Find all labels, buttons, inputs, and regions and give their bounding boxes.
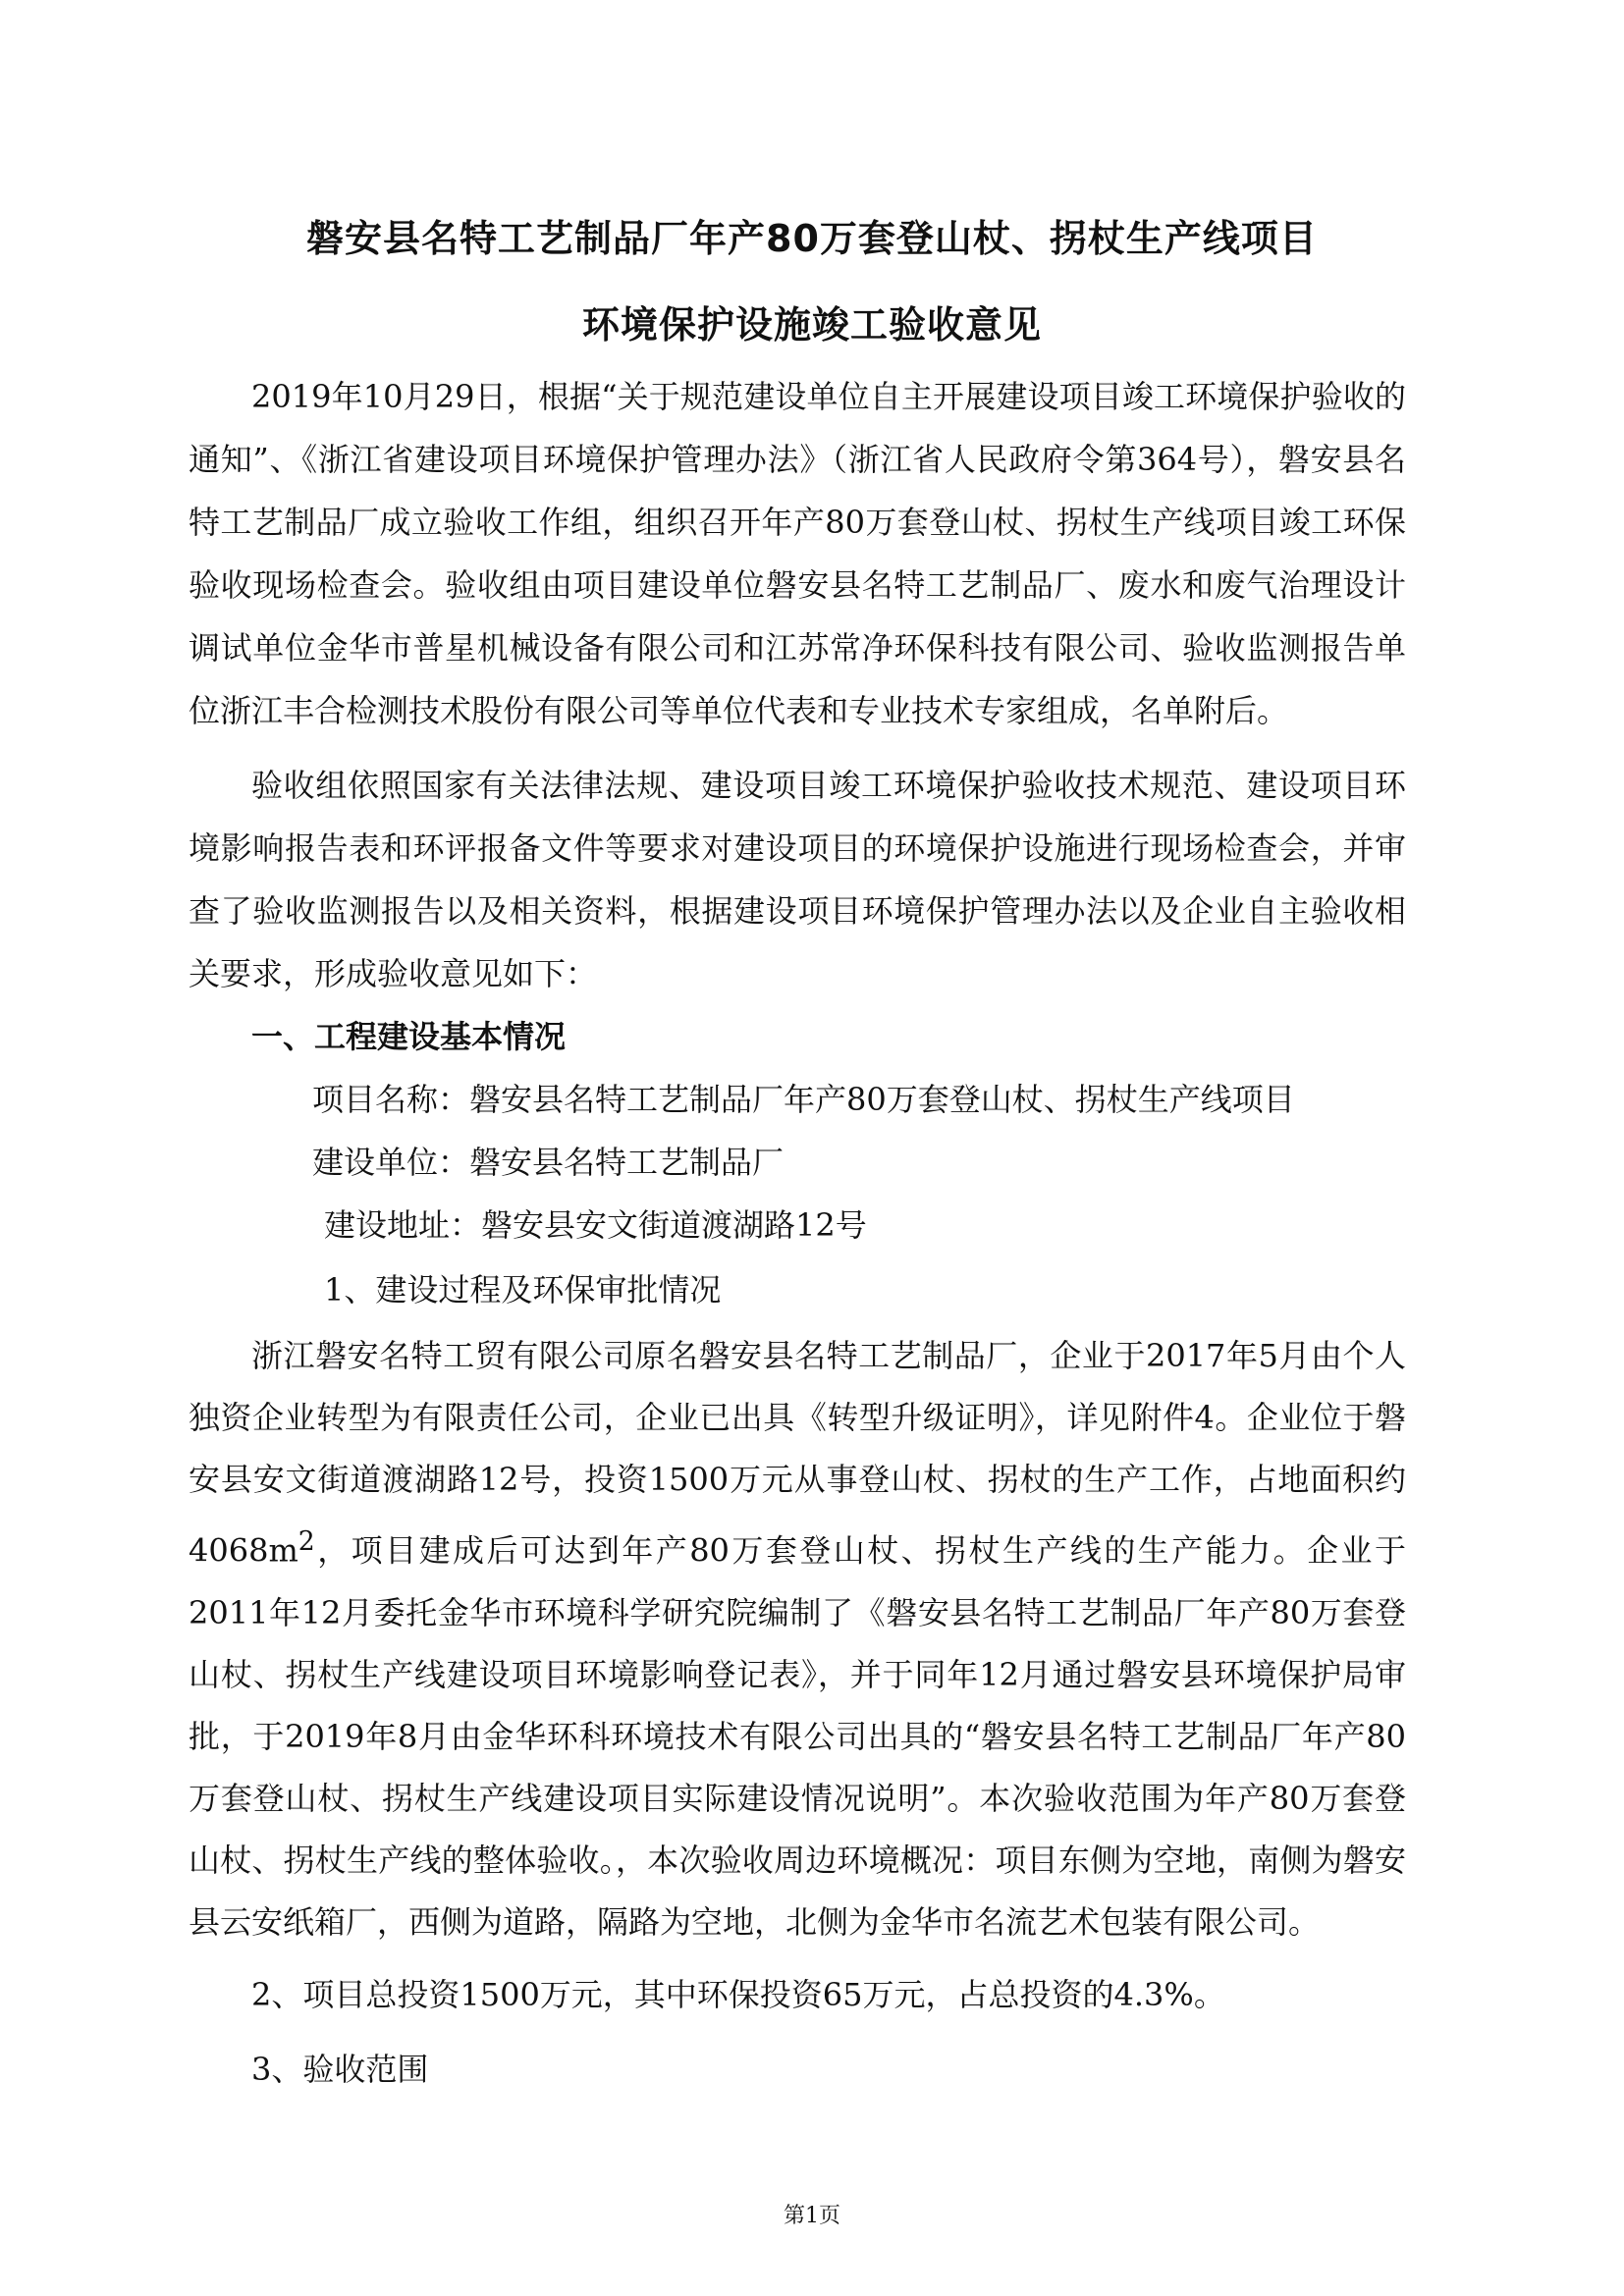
- paragraph-basis: 验收组依照国家有关法律法规、建设项目竣工环境保护验收技术规范、建设项目环境影响报告表和环评报备文件等要求对建设项目的环境保护设施进行现场检查会，并审查了验收监测报告以及相关资料，根据建设项目环境保护管理办法以及企业自主验收相关要求，形成验收意见如下：: [189, 767, 1406, 992]
- scope-item: 3、验收范围: [251, 2051, 429, 2088]
- investment-item: 2、项目总投资1500万元，其中环保投资65万元，占总投资的4.3%。: [251, 1976, 1225, 2013]
- document-title-line2: 环境保护设施竣工验收意见: [581, 303, 1042, 347]
- paragraph-history-part-b: ，项目建成后可达到年产80万套登山杖、拐杖生产线的生产能力。企业于2011年12月委托金华市环境科学研究院编制了《磐安县名特工艺制品厂年产80万套登山杖、拐杖生产线建设项目环境影响登记表》，并于同年12月通过磐安县环境保护局审批，于2019年8月由金华环科环境技术有限公司出具的“磐安县名特工艺制品厂年产80万套登山杖、拐杖生产线建设项目实际建设情况说明”。本次验收范围为年产80万套登山杖、拐杖生产线的整体验收。，本次验收周边环境概况：项目东侧为空地，南侧为磐安县云安纸箱厂，西侧为道路，隔路为空地，北侧为金华市名流艺术包装有限公司。: [189, 1531, 1406, 1941]
- paragraph-history-part-a: 浙江磐安名特工贸有限公司原名磐安县名特工艺制品厂，企业于2017年5月由个人独资企业转型为有限责任公司，企业已出具《转型升级证明》，详见附件4。企业位于磐安县安文街道渡湖路12号，投资1500万元从事登山杖、拐杖的生产工作，占地面积约4068m: [189, 1337, 1406, 1570]
- area-unit-superscript: 2: [298, 1526, 315, 1557]
- project-name-line: 项目名称：磐安县名特工艺制品厂年产80万套登山杖、拐杖生产线项目: [312, 1081, 1295, 1118]
- page-number-footer: 第1页: [784, 2204, 840, 2228]
- document-title-line1: 磐安县名特工艺制品厂年产80万套登山杖、拐杖生产线项目: [306, 217, 1318, 260]
- paragraph-intro: 2019年10月29日，根据“关于规范建设单位自主开展建设项目竣工环境保护验收的通知”、《浙江省建设项目环境保护管理办法》（浙江省人民政府令第364号），磐安县名特工艺制品厂成立验收工作组，组织召开年产80万套登山杖、拐杖生产线项目竣工环保验收现场检查会。验收组由项目建设单位磐安县名特工艺制品厂、废水和废气治理设计调试单位金华市普星机械设备有限公司和江苏常净环保科技有限公司、验收监测报告单位浙江丰合检测技术股份有限公司等单位代表和专业技术专家组成，名单附后。: [189, 378, 1406, 729]
- subsection-heading-approval: 1、建设过程及环保审批情况: [324, 1271, 722, 1308]
- section-heading-basic-info: 一、工程建设基本情况: [251, 1018, 567, 1055]
- paragraph-history: [189, 1325, 1406, 1953]
- builder-line: 建设单位：磐安县名特工艺制品厂: [312, 1144, 785, 1181]
- address-line: 建设地址：磐安县安文街道渡湖路12号: [324, 1206, 867, 1244]
